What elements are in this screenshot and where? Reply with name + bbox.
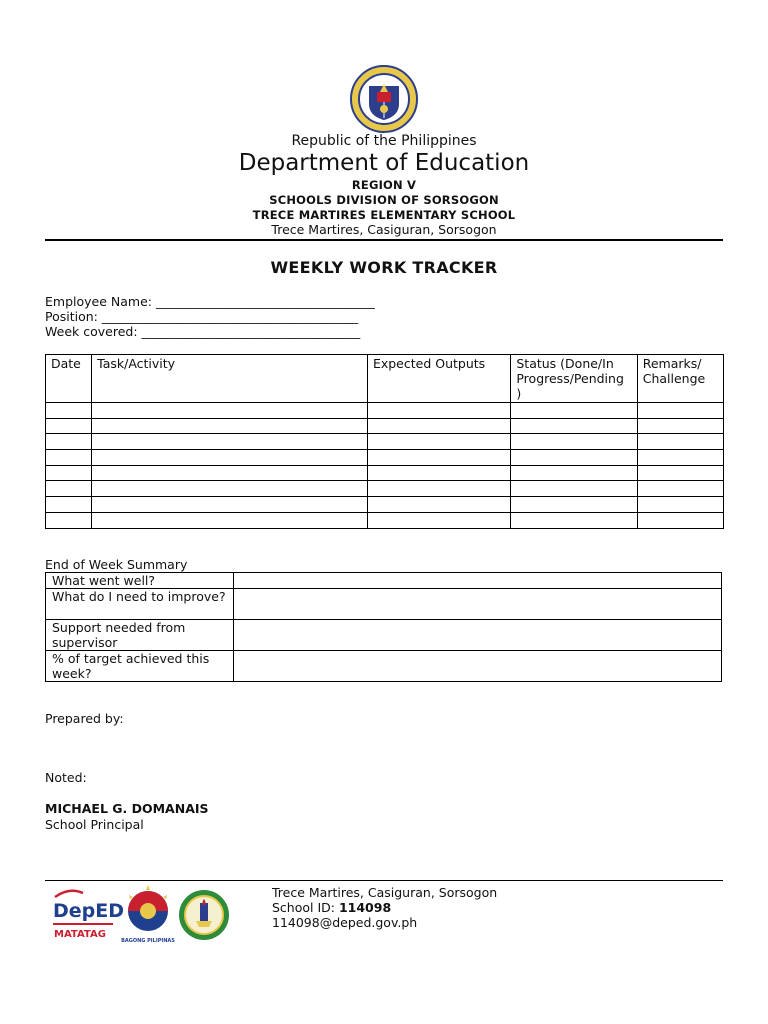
tracker-cell[interactable] bbox=[46, 403, 92, 419]
tracker-cell[interactable] bbox=[46, 481, 92, 497]
school-seal-logo bbox=[178, 889, 230, 941]
tracker-cell[interactable] bbox=[367, 434, 510, 450]
region-label: REGION V bbox=[351, 178, 417, 192]
tracker-cell[interactable] bbox=[637, 481, 723, 497]
school-id-value: 114098 bbox=[338, 900, 392, 915]
column-header-task: Task/Activity bbox=[92, 355, 368, 403]
column-header-remarks: Remarks/ Challenge bbox=[637, 355, 723, 403]
tracker-cell[interactable] bbox=[367, 465, 510, 481]
tracker-cell[interactable] bbox=[511, 512, 637, 528]
tracker-cell[interactable] bbox=[367, 403, 510, 419]
tracker-cell[interactable] bbox=[367, 481, 510, 497]
tracker-cell[interactable] bbox=[511, 418, 637, 434]
summary-row bbox=[46, 651, 722, 682]
header-divider bbox=[45, 239, 723, 241]
summary-row bbox=[46, 620, 722, 651]
tracker-cell[interactable] bbox=[46, 434, 92, 450]
prepared-by-label: Prepared by: bbox=[45, 711, 124, 726]
tracker-cell[interactable] bbox=[511, 403, 637, 419]
week-summary-table bbox=[45, 572, 722, 682]
school-address: Trece Martires, Casiguran, Sorsogon bbox=[271, 222, 497, 237]
tracker-cell[interactable] bbox=[46, 497, 92, 513]
summary-question: % of target achieved this week? bbox=[46, 651, 234, 682]
tracker-cell[interactable] bbox=[367, 450, 510, 466]
tracker-header-row bbox=[46, 355, 724, 403]
position-field[interactable]: Position: _________________________________________ bbox=[45, 309, 359, 324]
tracker-cell[interactable] bbox=[511, 497, 637, 513]
summary-title: End of Week Summary bbox=[45, 557, 188, 572]
tracker-cell[interactable] bbox=[511, 481, 637, 497]
deped-matatag-logo bbox=[51, 885, 125, 943]
tracker-cell[interactable] bbox=[637, 512, 723, 528]
principal-name: MICHAEL G. DOMANAIS bbox=[45, 801, 209, 816]
tracker-cell[interactable] bbox=[637, 434, 723, 450]
column-header-date: Date bbox=[46, 355, 92, 403]
summary-answer-cell[interactable] bbox=[234, 651, 722, 682]
principal-title: School Principal bbox=[45, 817, 144, 832]
division-label: SCHOOLS DIVISION OF SORSOGON bbox=[269, 193, 499, 207]
tracker-cell[interactable] bbox=[637, 450, 723, 466]
tracker-cell[interactable] bbox=[46, 465, 92, 481]
summary-question: Support needed from supervisor bbox=[46, 620, 234, 651]
weekly-tracker-table bbox=[45, 354, 724, 529]
column-header-status: Status (Done/In Progress/Pending ) bbox=[511, 355, 637, 403]
tracker-cell[interactable] bbox=[637, 497, 723, 513]
tracker-row bbox=[46, 512, 724, 528]
tracker-cell[interactable] bbox=[92, 497, 368, 513]
footer-address: Trece Martires, Casiguran, Sorsogon bbox=[272, 885, 498, 900]
deped-logo-text: DepED bbox=[53, 900, 125, 922]
bagong-logo-text: BAGONG PILIPINAS bbox=[121, 938, 175, 944]
tracker-cell[interactable] bbox=[511, 465, 637, 481]
tracker-cell[interactable] bbox=[92, 481, 368, 497]
tracker-row bbox=[46, 465, 724, 481]
summary-row bbox=[46, 589, 722, 620]
tracker-row bbox=[46, 497, 724, 513]
tracker-cell[interactable] bbox=[637, 403, 723, 419]
tracker-cell[interactable] bbox=[46, 512, 92, 528]
tracker-cell[interactable] bbox=[511, 450, 637, 466]
deped-seal-logo bbox=[347, 64, 421, 134]
summary-row bbox=[46, 573, 722, 589]
employee-name-field[interactable]: Employee Name: ___________________________________ bbox=[45, 294, 375, 309]
tracker-cell[interactable] bbox=[92, 465, 368, 481]
tracker-cell[interactable] bbox=[92, 434, 368, 450]
tracker-cell[interactable] bbox=[367, 512, 510, 528]
document-title: WEEKLY WORK TRACKER bbox=[270, 258, 498, 277]
footer-email[interactable]: 114098@deped.gov.ph bbox=[272, 915, 418, 930]
department-title: Department of Education bbox=[238, 150, 530, 176]
tracker-cell[interactable] bbox=[511, 434, 637, 450]
footer-school-id bbox=[272, 900, 391, 915]
week-covered-field[interactable]: Week covered: ___________________________________ bbox=[45, 324, 361, 339]
tracker-cell[interactable] bbox=[92, 418, 368, 434]
tracker-cell[interactable] bbox=[637, 465, 723, 481]
tracker-cell[interactable] bbox=[46, 450, 92, 466]
tracker-row bbox=[46, 450, 724, 466]
summary-answer-cell[interactable] bbox=[234, 589, 722, 620]
tracker-row bbox=[46, 481, 724, 497]
tracker-row bbox=[46, 403, 724, 419]
tracker-cell[interactable] bbox=[367, 497, 510, 513]
summary-answer-cell[interactable] bbox=[234, 620, 722, 651]
tracker-cell[interactable] bbox=[92, 450, 368, 466]
tracker-cell[interactable] bbox=[92, 512, 368, 528]
tracker-row bbox=[46, 434, 724, 450]
tracker-cell[interactable] bbox=[637, 418, 723, 434]
summary-question: What went well? bbox=[46, 573, 234, 589]
footer-divider bbox=[45, 880, 723, 881]
tracker-cell[interactable] bbox=[367, 418, 510, 434]
summary-question: What do I need to improve? bbox=[46, 589, 234, 620]
tracker-body bbox=[46, 403, 724, 529]
tracker-row bbox=[46, 418, 724, 434]
tracker-cell[interactable] bbox=[92, 403, 368, 419]
tracker-cell[interactable] bbox=[46, 418, 92, 434]
school-id-label: School ID: bbox=[272, 900, 339, 915]
summary-answer-cell[interactable] bbox=[234, 573, 722, 589]
republic-label: Republic of the Philippines bbox=[291, 133, 477, 149]
column-header-outputs: Expected Outputs bbox=[367, 355, 510, 403]
noted-label: Noted: bbox=[45, 770, 87, 785]
bagong-pilipinas-logo bbox=[121, 885, 175, 945]
matatag-logo-text: MATATAG bbox=[54, 929, 106, 940]
school-name: TRECE MARTIRES ELEMENTARY SCHOOL bbox=[252, 208, 516, 222]
